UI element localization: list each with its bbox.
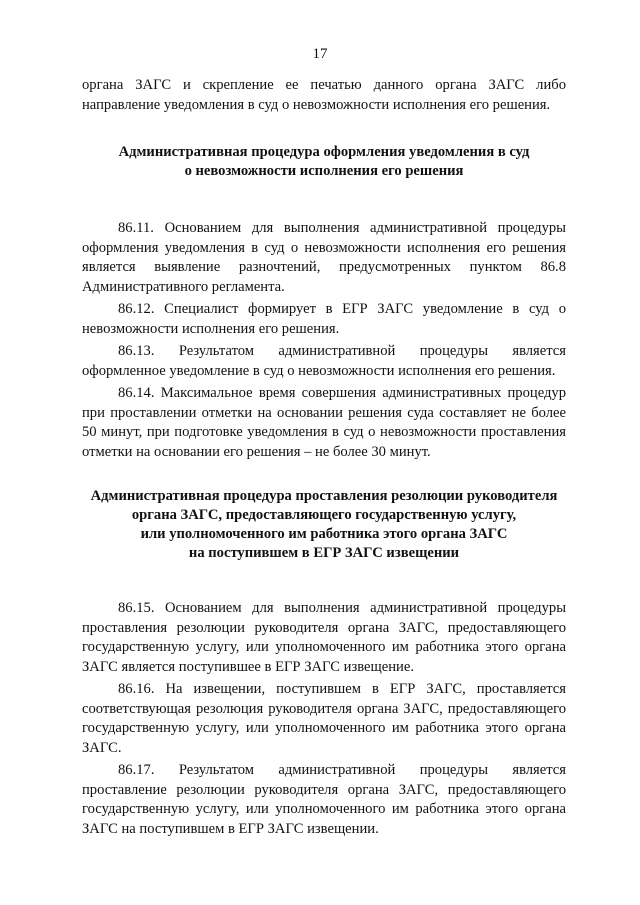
section1-heading-line: Административная процедура оформления уведомления в суд xyxy=(118,144,530,160)
section1-heading xyxy=(82,143,566,181)
page-content xyxy=(82,76,566,839)
paragraph-86-12: 86.12. Специалист формирует в ЕГР ЗАГС уведомление в суд о невозможности исполнения его решения. xyxy=(82,301,566,337)
paragraph-86-15: 86.15. Основанием для выполнения административной процедуры проставления резолюции руководителя органа ЗАГС, предоставляющего государственную услугу, или уполномоченного им работника этого органа ЗАГС является поступившее в ЕГР ЗАГС извещение. xyxy=(82,600,566,675)
paragraph-86-14: 86.14. Максимальное время совершения административных процедур при проставлении отметки на основании решения суда составляет не более 50 минут, при подготовке уведомления в суд о невозможности проставления отметки на основании его решения – не более 30 минут. xyxy=(82,385,566,460)
paragraph-86-11: 86.11. Основанием для выполнения административной процедуры оформления уведомления в суд о невозможности исполнения его решения является выявление разночтений, предусмотренных пунктом 86.8 Административного регламента. xyxy=(82,220,566,295)
page-number: 17 xyxy=(312,46,328,62)
paragraph-86-17: 86.17. Результатом административной процедуры является проставление резолюции руководителя органа ЗАГС, предоставляющего государственную услугу, или уполномоченного им работника этого органа ЗАГС на поступившем в ЕГР ЗАГС извещении. xyxy=(82,762,566,837)
section2-heading-line: органа ЗАГС, предоставляющего государственную услугу, xyxy=(131,507,517,523)
section2-heading xyxy=(82,487,566,563)
paragraph-86-16: 86.16. На извещении, поступившем в ЕГР ЗАГС, проставляется соответствующая резолюция руководителя органа ЗАГС, предоставляющего государственную услугу, или уполномоченного им работника этого органа ЗАГС. xyxy=(82,681,566,756)
section2-heading-line: на поступившем в ЕГР ЗАГС извещении xyxy=(188,545,460,561)
section2-heading-line: Административная процедура проставления резолюции руководителя xyxy=(90,488,558,504)
section2-heading-line: или уполномоченного им работника этого органа ЗАГС xyxy=(140,526,508,542)
intro-paragraph: органа ЗАГС и скрепление ее печатью данного органа ЗАГС либо направление уведомления в суд о невозможности исполнения его решения. xyxy=(82,77,566,113)
section1-heading-line: о невозможности исполнения его решения xyxy=(184,163,464,179)
paragraph-86-13: 86.13. Результатом административной процедуры является оформленное уведомление в суд о невозможности исполнения его решения. xyxy=(82,343,566,379)
